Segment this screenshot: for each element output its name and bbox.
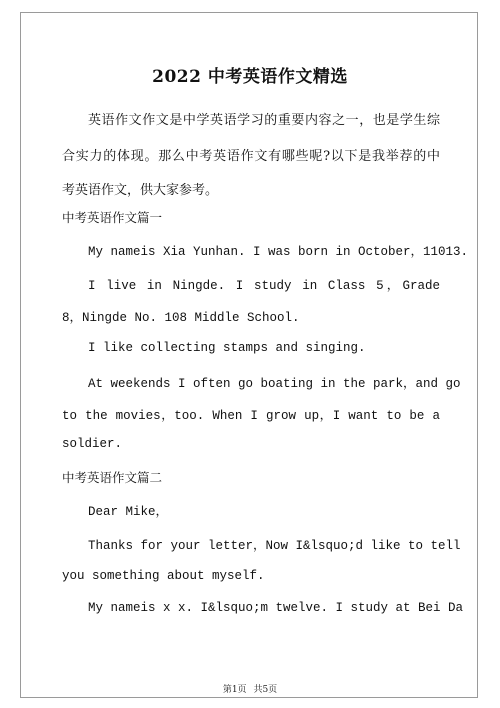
page-total: 共5页: [253, 685, 278, 695]
page-number: 第1页: [222, 685, 247, 695]
intro-line-2: 合实力的体现。那么中考英语作文有哪些呢?以下是我举荐的中: [62, 149, 440, 164]
essay2-line-4: My nameis x x. I&lsquo;m twelve. I study at Bei Da: [88, 601, 464, 615]
essay1-line-1: My nameis Xia Yunhan. I was born in October，11013.: [88, 245, 469, 259]
essay1-line-5: At weekends I often go boating in the park，and go: [88, 377, 461, 391]
intro-line-1: 英语作文作文是中学英语学习的重要内容之一，也是学生综: [88, 113, 440, 128]
intro-line-3: 考英语作文，供大家参考。: [62, 183, 219, 198]
essay1-line-6: to the movies，too. When I grow up，I want to be a: [62, 409, 440, 423]
essay2-heading: 中考英语作文篇二: [62, 470, 163, 485]
essay1-heading: 中考英语作文篇一: [62, 210, 163, 225]
essay1-line-2: I live in Ningde. I study in Class 5，Grade: [88, 279, 440, 293]
page-footer: [0, 682, 500, 695]
essay1-line-7: soldier.: [62, 437, 123, 451]
essay1-line-4: I like collecting stamps and singing.: [88, 341, 366, 355]
essay2-line-2: Thanks for your letter，Now I&lsquo;d like to tell: [88, 539, 461, 553]
essay2-line-3: you something about myself.: [62, 569, 265, 583]
essay1-line-3: 8，Ningde No. 108 Middle School.: [62, 311, 300, 325]
essay2-line-1: Dear Mike，: [88, 505, 169, 519]
document-title: 2022 中考英语作文精选: [152, 67, 348, 87]
